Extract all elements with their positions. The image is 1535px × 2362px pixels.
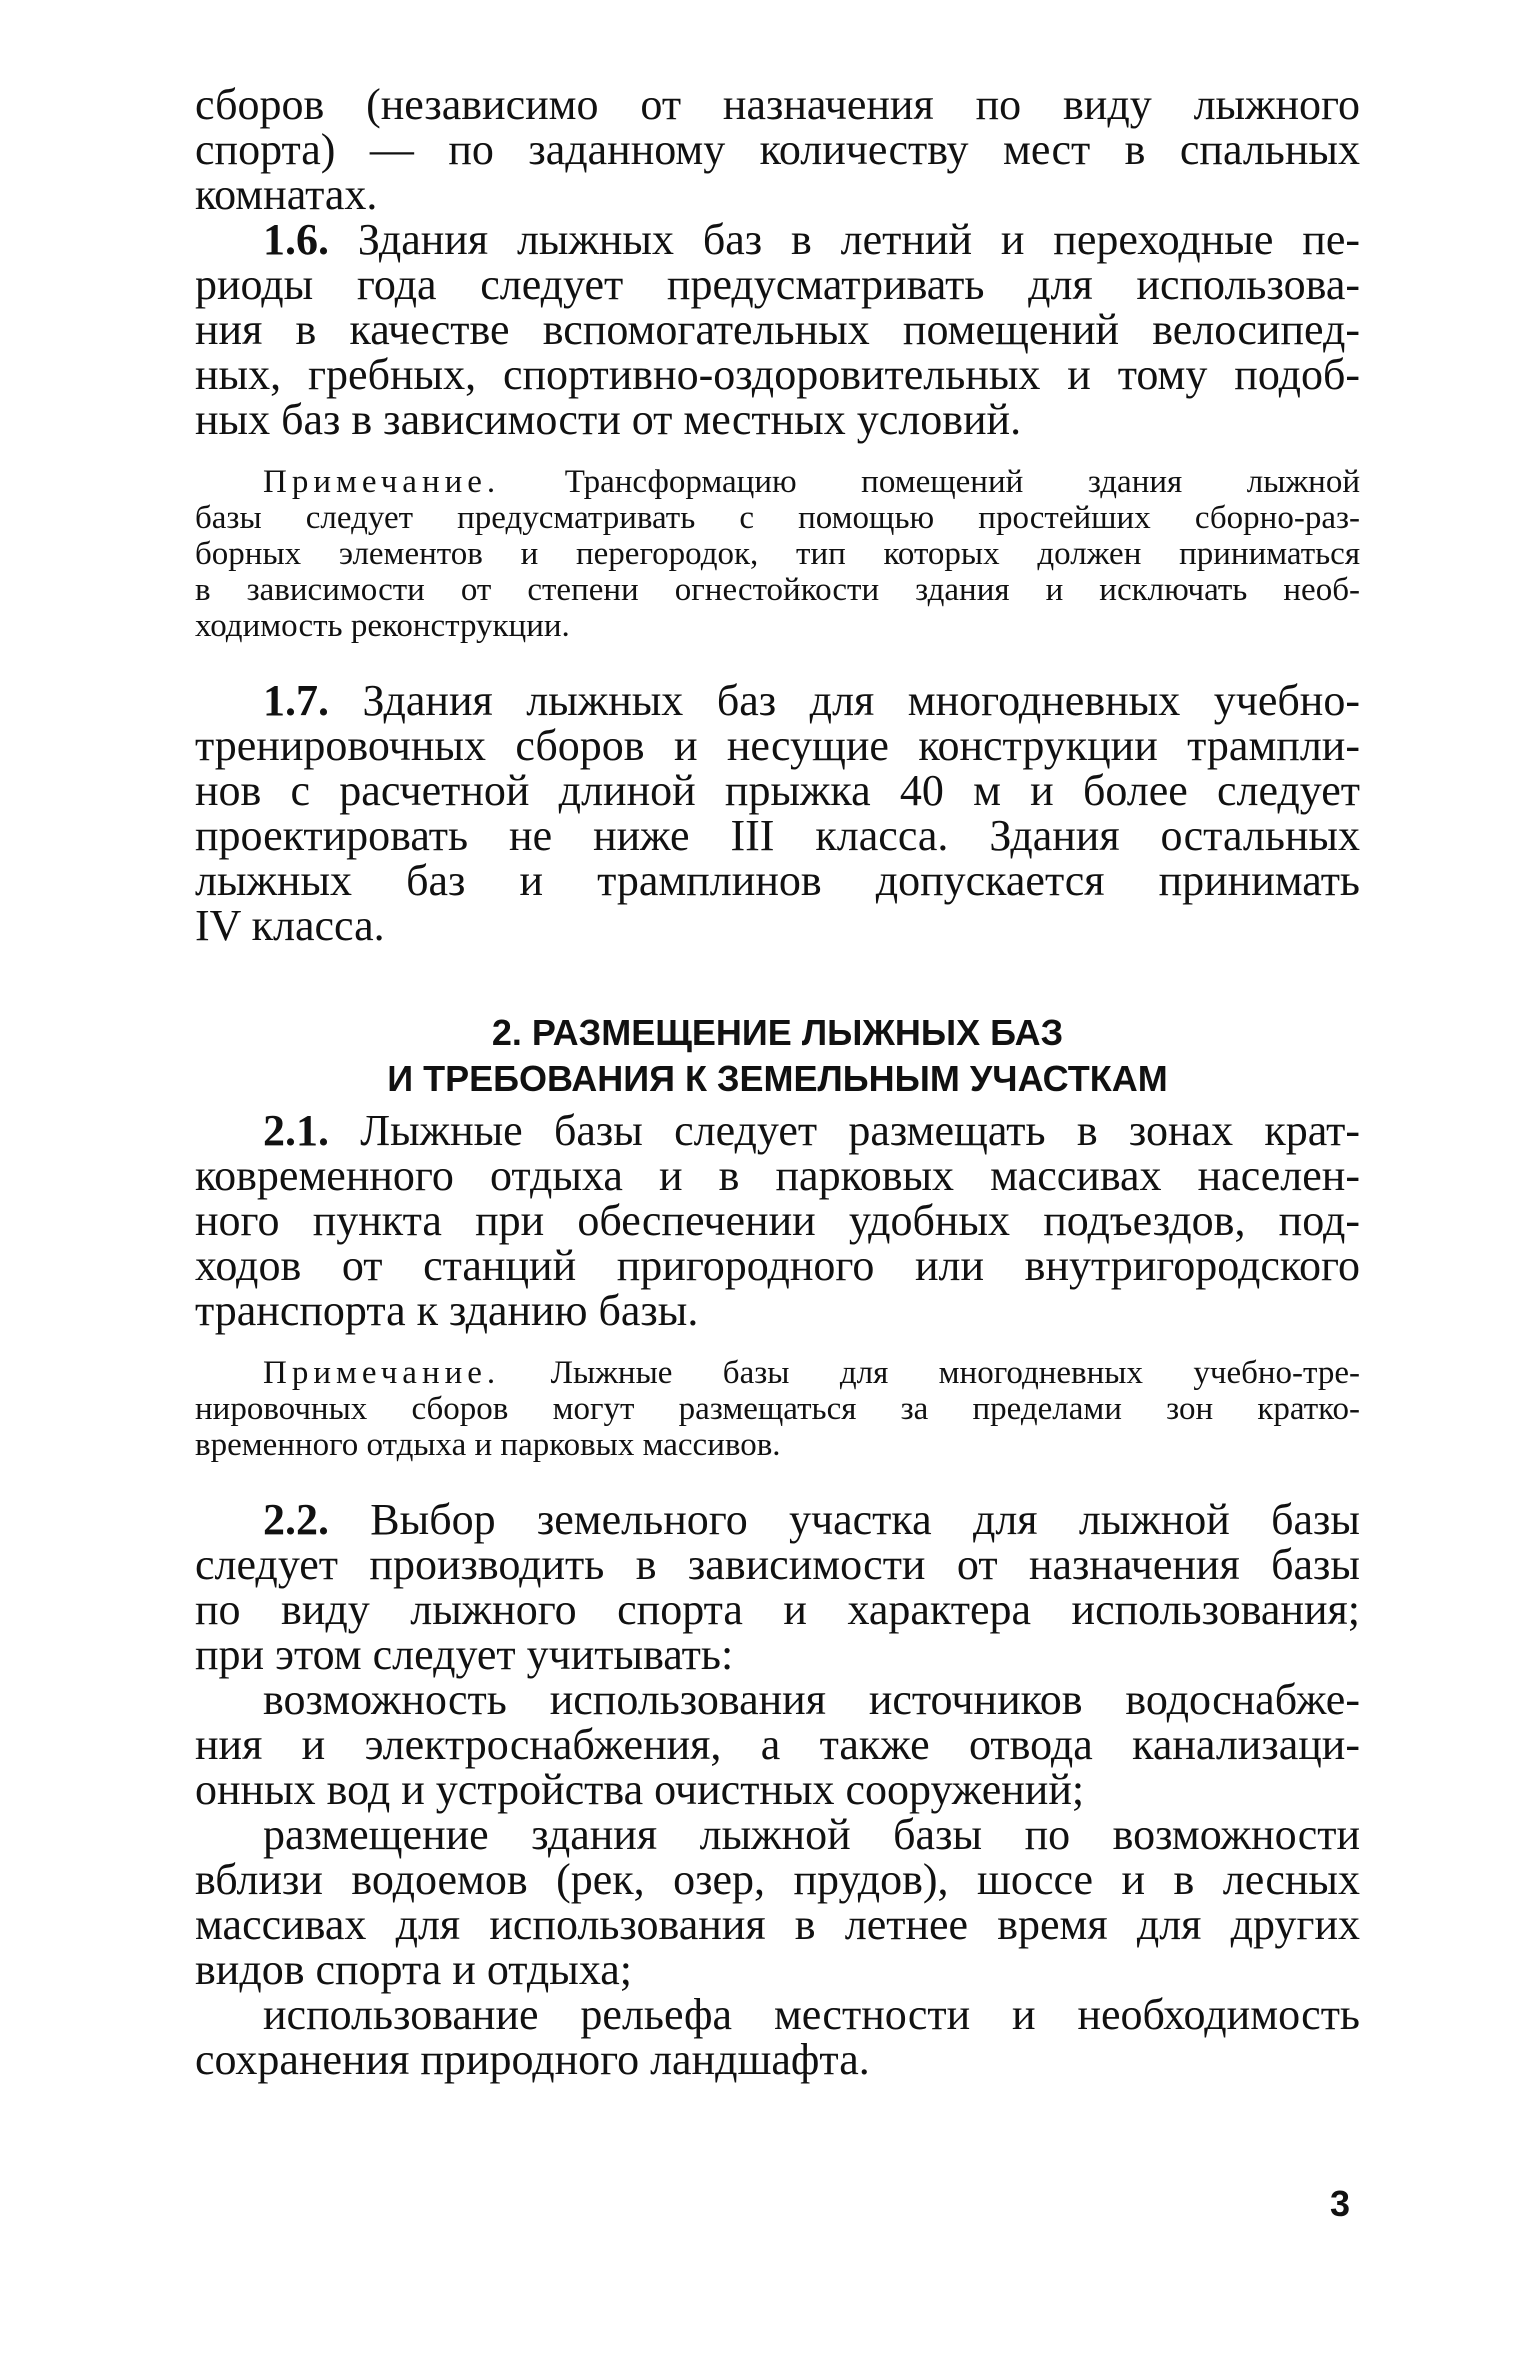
text-line: при этом следует учитывать: — [195, 1630, 734, 1679]
text-line: борных элементов и перегородок, тип которых должен приниматься — [195, 536, 1360, 572]
paragraph-1-6 — [195, 217, 1360, 442]
paragraph-continuation — [195, 82, 1360, 217]
text-line — [195, 678, 1360, 723]
text-line: ния и электроснабжения, а также отвода канализаци- — [195, 1720, 1360, 1769]
text-line — [195, 1355, 1360, 1391]
spacer — [195, 1463, 1360, 1497]
clause-number: 1.6. — [263, 215, 329, 264]
text-line — [195, 217, 1360, 262]
clause-number: 2.1. — [263, 1106, 329, 1155]
spacer — [195, 948, 1360, 1010]
note-2 — [195, 1355, 1360, 1463]
list-item — [195, 1992, 1360, 2082]
text-line: массивах для использования в летнее время для других — [195, 1900, 1360, 1949]
text-line: ковременного отдыха и в парковых массивах населен- — [195, 1151, 1360, 1200]
note-label: Примечание. — [263, 1355, 501, 1391]
text-line: ходов от станций пригородного или внутригородского — [195, 1241, 1360, 1290]
text-line: размещение здания лыжной базы по возможности — [263, 1810, 1360, 1859]
text-line-content: Лыжные базы для многодневных учебно-тре- — [550, 1355, 1360, 1391]
note-label: Примечание. — [263, 464, 501, 500]
text-line: следует производить в зависимости от назначения базы — [195, 1540, 1360, 1589]
text-line: сохранения природного ландшафта. — [195, 2035, 870, 2084]
document-page — [195, 82, 1360, 2082]
text-line: возможность использования источников водоснабже- — [263, 1675, 1360, 1724]
text-line: спорта) — по заданному количеству мест в спальных — [195, 125, 1360, 174]
text-line: проектировать не ниже III класса. Здания остальных — [195, 811, 1360, 860]
text-line: ных баз в зависимости от местных условий. — [195, 395, 1022, 444]
section-title-line-1: 2. РАЗМЕЩЕНИЕ ЛЫЖНЫХ БАЗ — [491, 1012, 1064, 1053]
list-item — [195, 1677, 1360, 1812]
text-line: нировочных сборов могут размещаться за пределами зон кратко- — [195, 1391, 1360, 1427]
text-line-content: Здания лыжных баз в летний и переходные пе- — [357, 215, 1360, 264]
text-line: базы следует предусматривать с помощью простейших сборно-раз- — [195, 500, 1360, 536]
spacer — [195, 1333, 1360, 1355]
text-line — [195, 1497, 1360, 1542]
text-line: транспорта к зданию базы. — [195, 1286, 699, 1335]
text-line: сборов (независимо от назначения по виду лыжного — [195, 80, 1360, 129]
text-line: вблизи водоемов (рек, озер, прудов), шоссе и в лесных — [195, 1855, 1360, 1904]
text-line: риоды года следует предусматривать для использова- — [195, 260, 1360, 309]
note-1 — [195, 464, 1360, 644]
text-line: ных, гребных, спортивно-оздоровительных и тому подоб- — [195, 350, 1360, 399]
text-line: тренировочных сборов и несущие конструкции трампли- — [195, 721, 1360, 770]
page-number: 3 — [1330, 2183, 1351, 2224]
text-line: нов с расчетной длиной прыжка 40 м и более следует — [195, 766, 1360, 815]
text-line-content: Здания лыжных баз для многодневных учебно- — [362, 676, 1360, 725]
list-item — [195, 1812, 1360, 1992]
spacer — [195, 442, 1360, 464]
text-line: комнатах. — [195, 170, 378, 219]
paragraph-2-1 — [195, 1108, 1360, 1333]
text-line: ния в качестве вспомогательных помещений велосипед- — [195, 305, 1360, 354]
clause-number: 1.7. — [263, 676, 329, 725]
text-line-content: Трансформацию помещений здания лыжной — [564, 464, 1361, 500]
paragraph-1-7 — [195, 678, 1360, 948]
spacer — [195, 644, 1360, 678]
text-line: в зависимости от степени огнестойкости здания и исключать необ- — [195, 572, 1360, 608]
text-line: ного пункта при обеспечении удобных подъездов, под- — [195, 1196, 1360, 1245]
paragraph-2-2 — [195, 1497, 1360, 1677]
text-line-content: Выбор земельного участка для лыжной базы — [370, 1495, 1360, 1544]
text-line: онных вод и устройства очистных сооружений; — [195, 1765, 1085, 1814]
text-line — [195, 464, 1360, 500]
text-line: лыжных баз и трамплинов допускается принимать — [195, 856, 1360, 905]
text-line: IV класса. — [195, 901, 385, 950]
text-line — [195, 1108, 1360, 1153]
clause-number: 2.2. — [263, 1495, 329, 1544]
text-line: использование рельефа местности и необходимость — [263, 1990, 1360, 2039]
text-line: по виду лыжного спорта и характера использования; — [195, 1585, 1360, 1634]
text-line-content: Лыжные базы следует размещать в зонах крат- — [360, 1106, 1360, 1155]
section-heading — [195, 1010, 1360, 1102]
text-line: видов спорта и отдыха; — [195, 1945, 633, 1994]
text-line: временного отдыха и парковых массивов. — [195, 1427, 781, 1463]
section-title-line-2: И ТРЕБОВАНИЯ К ЗЕМЕЛЬНЫМ УЧАСТКАМ — [387, 1058, 1168, 1099]
text-line: ходимость реконструкции. — [195, 608, 570, 644]
